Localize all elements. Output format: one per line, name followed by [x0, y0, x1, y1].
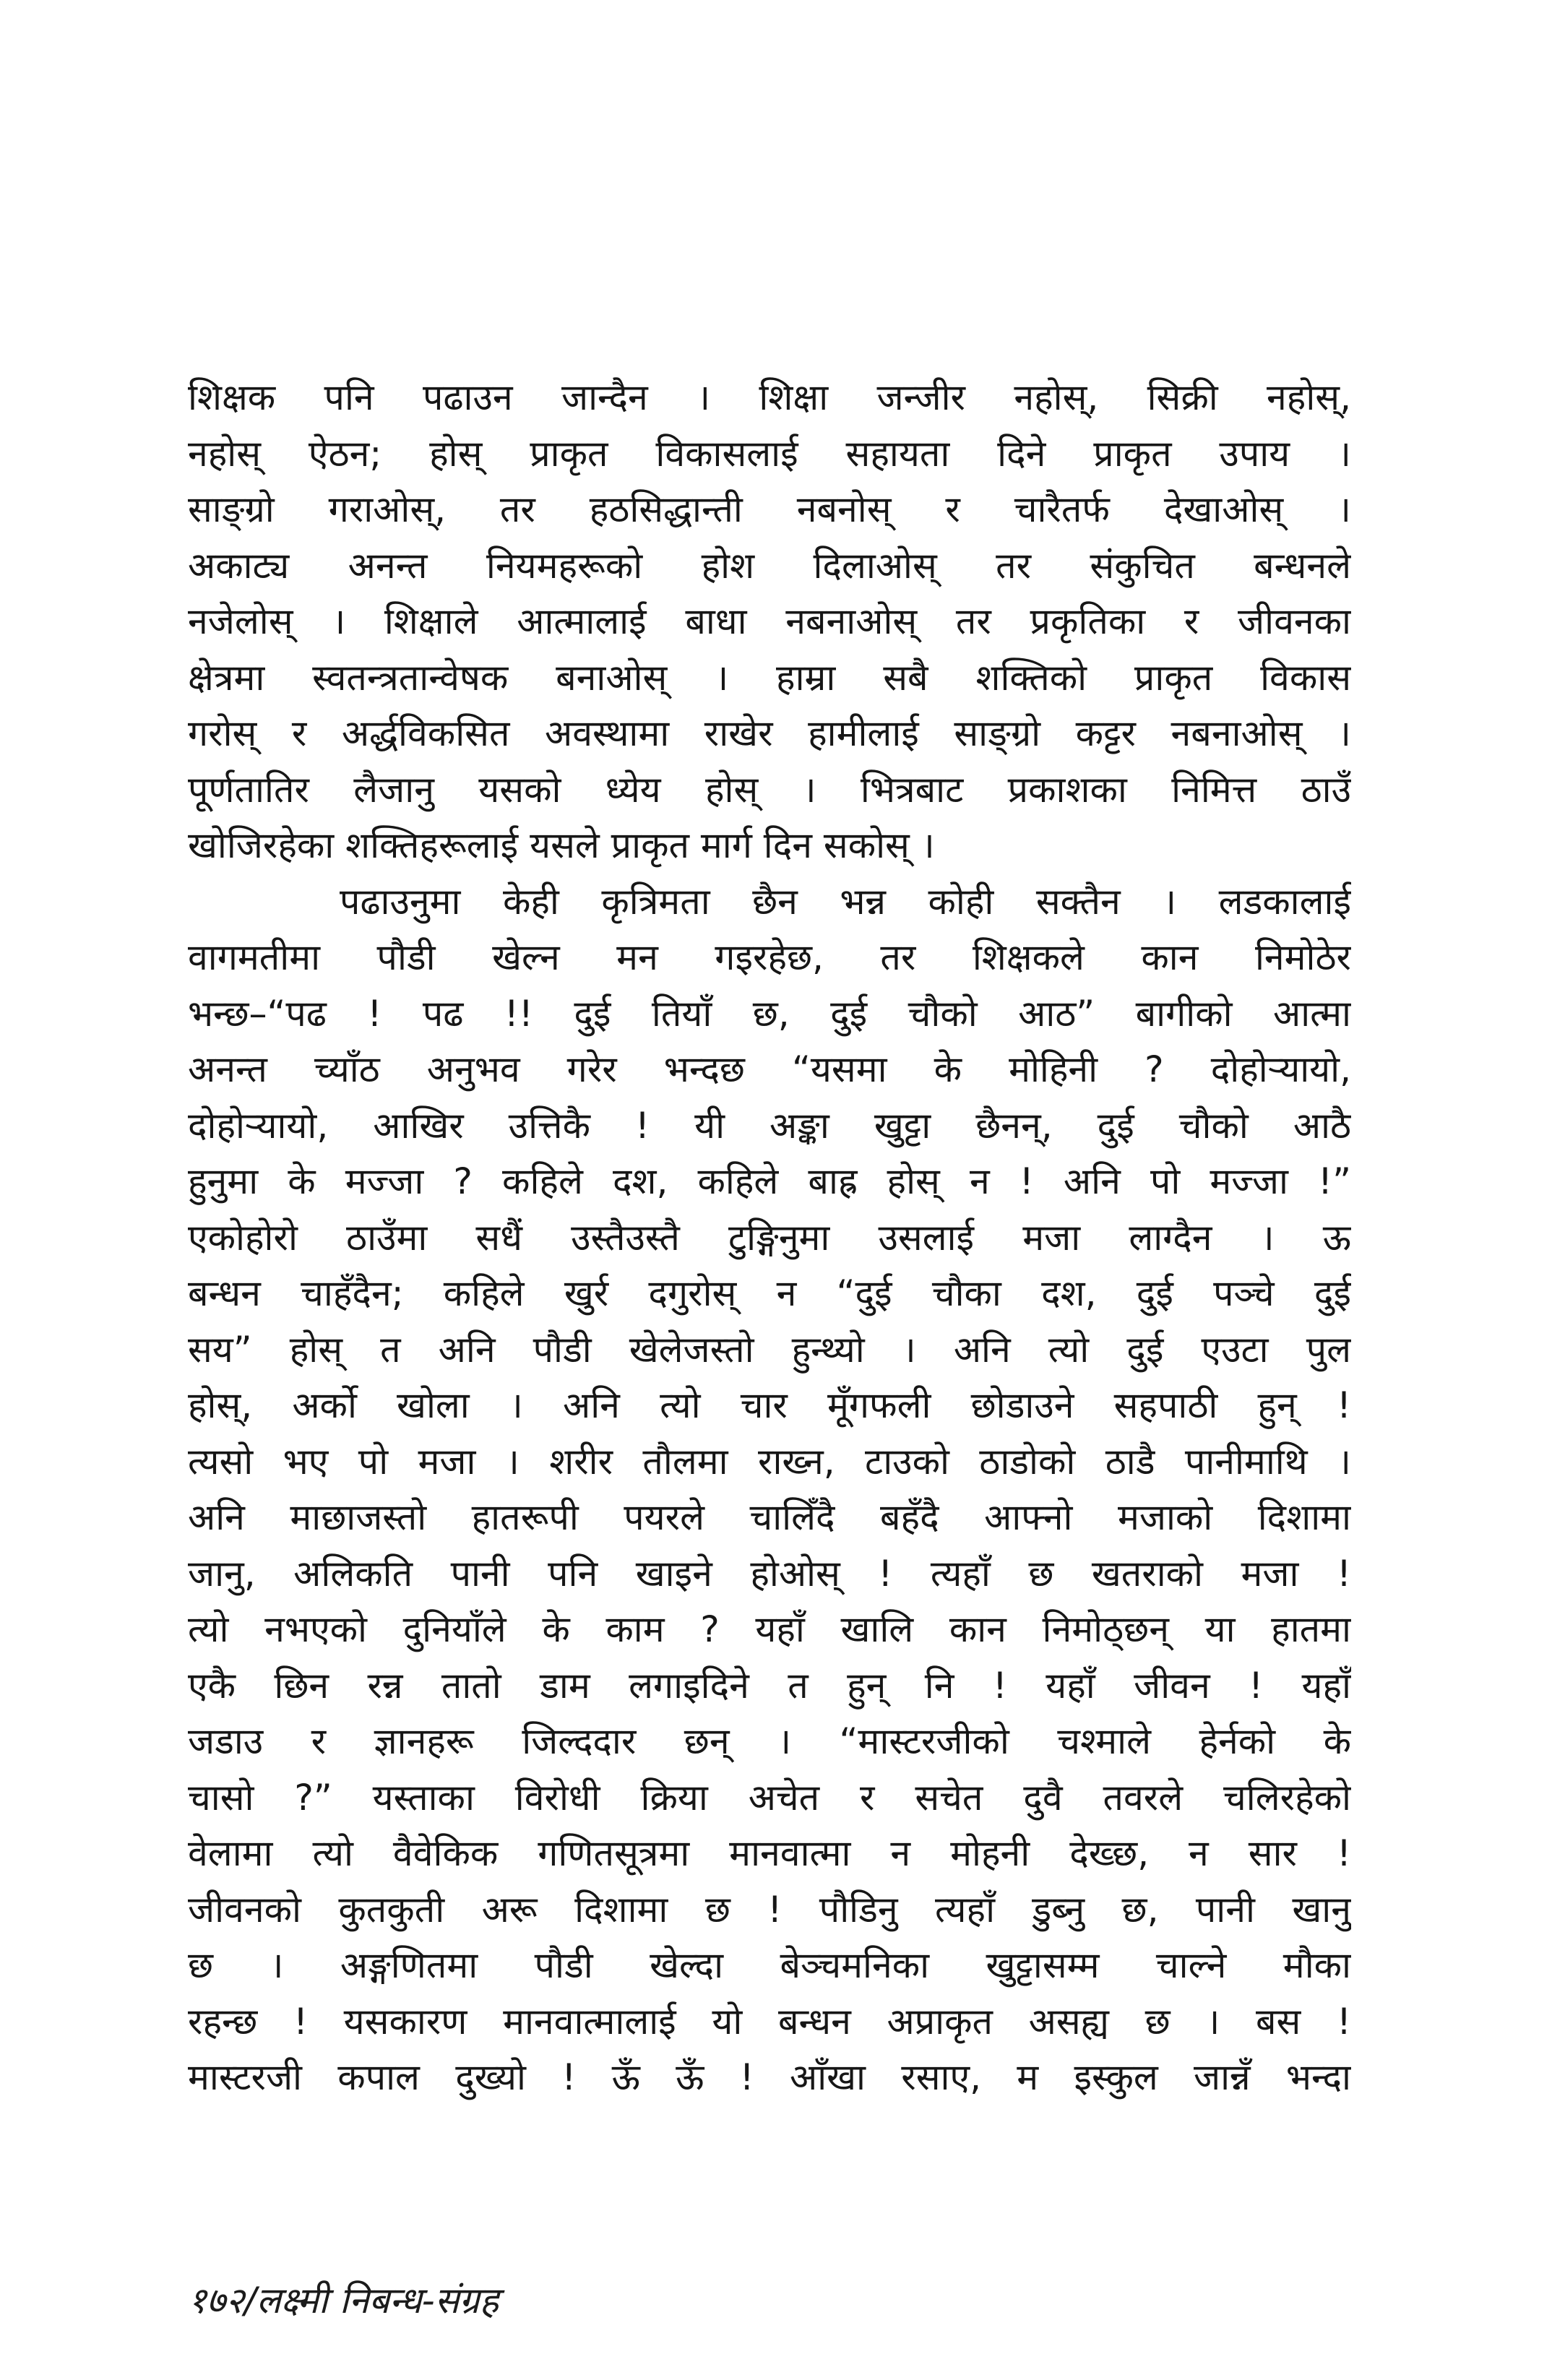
text-line: सय” होस् त अनि पौडी खेलेजस्तो हुन्थ्यो । अनि त्यो दुई एउटा पुल — [188, 1328, 1351, 1371]
body-text — [188, 370, 1351, 2106]
page-footer: १७२/लक्ष्मी निबन्ध-संग्रह — [188, 2280, 499, 2321]
text-line: वागमतीमा पौडी खेल्न मन गइरहेछ, तर शिक्षकले कान निमोठेर — [188, 936, 1351, 978]
text-line: अनि माछाजस्तो हातरूपी पयरले चालिँदै बहँदै आफ्नो मजाको दिशामा — [188, 1496, 1351, 1538]
text-line: चासो ?” यस्ताका विरोधी क्रिया अचेत र सचेत दुवै तवरले चलिरहेको — [188, 1776, 1351, 1819]
text-line: नजेलोस् । शिक्षाले आत्मालाई बाधा नबनाओस् तर प्रकृतिका र जीवनका — [188, 600, 1351, 642]
text-line: अनन्त च्याँठ अनुभव गरेर भन्दछ “यसमा के मोहिनी ? दोहोऱ्यायो, — [188, 1048, 1351, 1090]
text-line: गरोस् र अर्द्धविकसित अवस्थामा राखेर हामीलाई साङ्ग्रो कट्टर नबनाओस् । — [188, 712, 1351, 754]
text-line: नहोस् ऐठन; होस् प्राकृत विकासलाई सहायता दिने प्राकृत उपाय । — [188, 432, 1351, 475]
text-line: जीवनको कुतकुती अरू दिशामा छ ! पौडिनु त्यहाँ डुब्नु छ, पानी खानु — [188, 1888, 1351, 1931]
text-line: त्यसो भए पो मजा । शरीर तौलमा राख्न, टाउको ठाडोको ठाडै पानीमाथि । — [188, 1440, 1351, 1483]
text-line: दोहोऱ्यायो, आखिर उत्तिकै ! यी अङ्का खुट्टा छैनन्, दुई चौको आठै — [188, 1104, 1351, 1147]
text-line: मास्टरजी कपाल दुख्यो ! ऊँ ऊँ ! आँखा रसाए, म इस्कुल जान्नँ भन्दा — [188, 2056, 1351, 2098]
text-line: रहन्छ ! यसकारण मानवात्मालाई यो बन्धन अप्राकृत असह्य छ । बस ! — [188, 2000, 1351, 2043]
text-line: खोजिरहेका शक्तिहरूलाई यसले प्राकृत मार्ग दिन सकोस् । — [188, 824, 935, 866]
text-line: एकोहोरो ठाउँमा सधैं उस्तैउस्तै टुङ्गिनुमा उसलाई मजा लाग्दैन । ऊ — [188, 1216, 1351, 1259]
text-line: जडाउ र ज्ञानहरू जिल्ददार छन् । “मास्टरजीको चश्माले हेर्नको के — [188, 1720, 1351, 1762]
text-line: हुनुमा के मज्जा ? कहिले दश, कहिले बाह्र होस् न ! अनि पो मज्जा !” — [188, 1160, 1351, 1202]
text-line: अकाट्य अनन्त नियमहरूको होश दिलाओस् तर संकुचित बन्धनले — [188, 544, 1351, 587]
paragraph — [188, 370, 1351, 874]
text-line: साङ्ग्रो गराओस्, तर हठसिद्धान्ती नबनोस् र चारैतर्फ देखाओस् । — [188, 488, 1351, 530]
text-line: एकै छिन रन्न तातो डाम लगाइदिने त हुन् नि ! यहाँ जीवन ! यहाँ — [188, 1664, 1351, 1707]
text-line: पढाउनुमा केही कृत्रिमता छैन भन्न कोही सक्तैन । लडकालाई — [340, 880, 1351, 923]
text-line: होस्, अर्को खोला । अनि त्यो चार मूँगफली छोडाउने सहपाठी हुन् ! — [188, 1384, 1351, 1426]
text-line: शिक्षक पनि पढाउन जान्दैन । शिक्षा जन्जीर नहोस्, सिक्री नहोस्, — [188, 376, 1351, 418]
text-line: त्यो नभएको दुनियाँले के काम ? यहाँ खालि कान निमोठ्छन् या हातमा — [188, 1608, 1351, 1650]
text-line: जानु, अलिकति पानी पनि खाइने होओस् ! त्यहाँ छ खतराको मजा ! — [188, 1552, 1351, 1595]
text-line: पूर्णतातिर लैजानु यसको ध्येय होस् । भित्रबाट प्रकाशका निमित्त ठाउँ — [188, 768, 1351, 811]
paragraph — [188, 874, 1351, 2106]
text-line: क्षेत्रमा स्वतन्त्रतान्वेषक बनाओस् । हाम्रा सबै शक्तिको प्राकृत विकास — [188, 656, 1351, 699]
text-line: बन्धन चाहँदैन; कहिले खुर्र दगुरोस् न “दुई चौका दश, दुई पञ्चे दुई — [188, 1272, 1351, 1314]
text-line: वेलामा त्यो वैवेकिक गणितसूत्रमा मानवात्मा न मोहनी देख्छ, न सार ! — [188, 1832, 1351, 1874]
text-line: छ । अङ्गणितमा पौडी खेल्दा बेञ्चमनिका खुट्टासम्म चाल्ने मौका — [188, 1944, 1351, 1986]
text-line: भन्छ–“पढ ! पढ !! दुई तियाँ छ, दुई चौको आठ” बागीको आत्मा — [188, 992, 1351, 1035]
